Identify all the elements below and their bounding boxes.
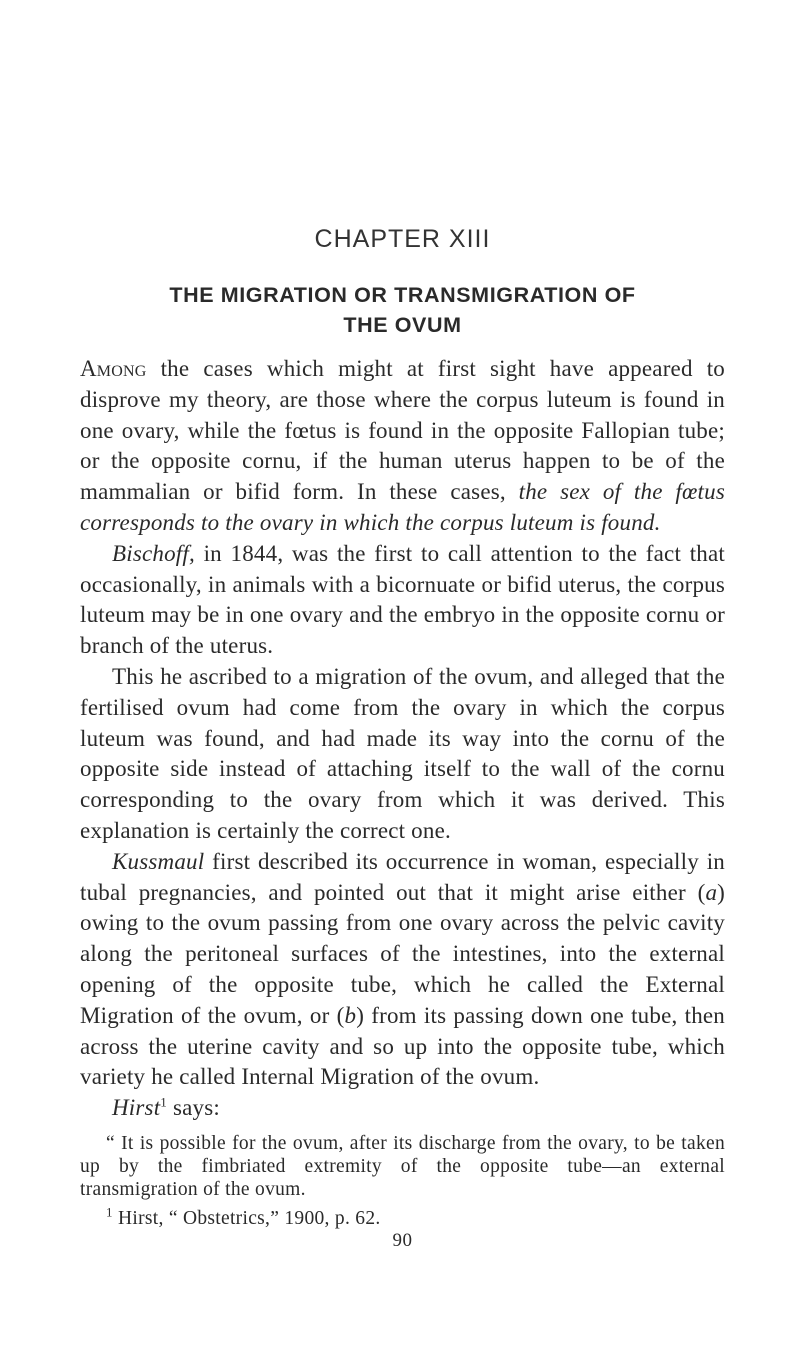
paragraph-4-text-c: ) from its passing down one tube, then across the uterine cavity and so up into the opposite tube, which variety he called Internal Migration of the ovum. <box>80 1002 726 1090</box>
lead-word: Among <box>80 356 147 381</box>
page-number: 90 <box>392 1229 413 1251</box>
author-hirst: Hirst <box>112 1095 161 1121</box>
paragraph-3-text: This he ascribed to a migration of the ovum, and alleged that the fertilised ovum had come from the ovary in which the corpus luteum was found, and had made its way into the cornu of the opposite side instead of attaching itself to the wall of the cornu corresponding to the ovary from which it was derived. This explanation is certainly the correct one. <box>80 663 725 843</box>
author-bischoff: Bischoff, <box>112 540 195 566</box>
chapter-body <box>80 354 725 1124</box>
footnote-text: Hirst, “ Obstetrics,” 1900, p. 62. <box>112 1207 381 1229</box>
list-marker-a: a <box>705 879 718 905</box>
footnote-marker: 1 <box>106 1204 113 1220</box>
paragraph-5 <box>80 1093 725 1124</box>
paragraph-4-text-a: first described its occurrence in woman, especially in tubal pregnancies, and pointed out that it might arise either ( <box>80 848 725 905</box>
paragraph-1-emphasis: the sex of the fœtus corresponds to the ovary in which the corpus luteum is found. <box>80 479 725 535</box>
paragraph-3 <box>80 662 725 847</box>
chapter-title-line-1: THE MIGRATION OR TRANSMIGRATION OF <box>169 283 636 307</box>
chapter-number: CHAPTER XIII <box>314 225 491 253</box>
paragraph-4 <box>80 847 725 1093</box>
author-kussmaul: Kussmaul <box>112 848 205 874</box>
paragraph-2-text: in 1844, was the first to call attention to the fact that occasionally, in animals with a bicornuate or bifid uterus, the corpus luteum may be in one ovary and the embryo in the opposite cornu or branch of the uterus. <box>80 540 725 659</box>
paragraph-4-text-b: ) owing to the ovum passing from one ovary across the pelvic cavity along the peritoneal surfaces of the intestines, into the external opening of the opposite tube, which he called the External Migration of the ovum, or ( <box>80 879 725 1028</box>
book-page <box>80 225 725 1252</box>
chapter-title-line-2: THE OVUM <box>343 313 462 337</box>
paragraph-2 <box>80 539 725 662</box>
paragraph-1 <box>80 354 725 539</box>
list-marker-b: b <box>344 1002 357 1028</box>
paragraph-5-text: says: <box>167 1095 220 1121</box>
chapter-title <box>80 280 725 340</box>
paragraph-1-text: the cases which might at first sight have appeared to disprove my theory, are those where the corpus luteum is found in one ovary, while the fœtus is found in the opposite Fallopian tube; or the opposite cornu, if the human uterus happen to be of the mammalian or bifid form. In these cases, <box>80 356 725 505</box>
block-quote: “ It is possible for the ovum, after its discharge from the ovary, to be taken up by the fimbriated extremity of the opposite tube—an external transmigration of the ovum. <box>80 1132 725 1200</box>
footnote-reference: 1 <box>160 1094 167 1110</box>
footnote <box>80 1204 725 1230</box>
